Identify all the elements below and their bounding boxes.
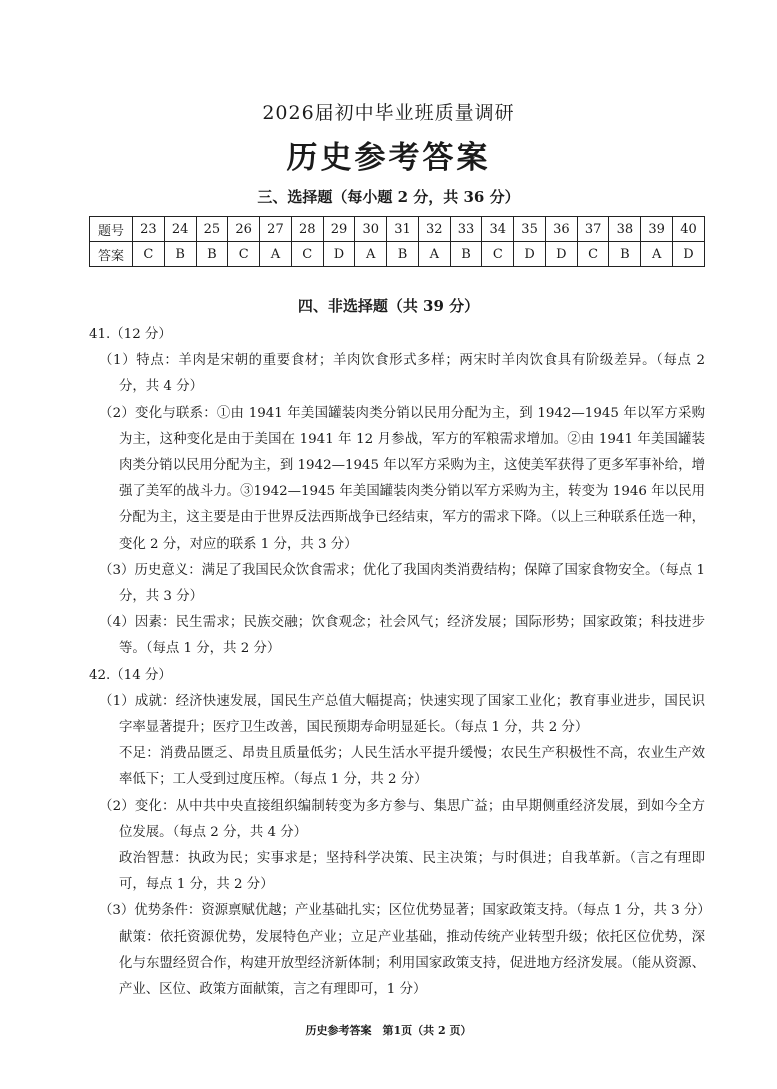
page-footer: 历史参考答案 第1页（共 2 页）	[305, 1024, 472, 1037]
answer-cell: C	[291, 242, 323, 267]
question-number-cell: 33	[450, 217, 482, 242]
row-label-answer: 答案	[90, 242, 133, 267]
question-number-cell: 35	[514, 217, 546, 242]
question-41-number: 41.（12 分）	[89, 327, 172, 342]
q42-part-1-shortcomings: 不足：消费品匮乏、昂贵且质量低劣；人民生活水平提升缓慢；农民生产积极性不高，农业生产效率低下；工人受到过度压榨。（每点 1 分，共 2 分）	[119, 746, 705, 788]
choice-answer-table	[89, 216, 705, 267]
question-number-cell: 40	[673, 217, 705, 242]
answer-row	[90, 242, 705, 267]
question-number-cell: 26	[228, 217, 260, 242]
question-number-cell: 36	[545, 217, 577, 242]
section-4-heading: 四、非选择题（共 39 分）	[297, 297, 480, 315]
row-label-number: 题号	[90, 217, 133, 242]
section-3-heading: 三、选择题（每小题 2 分，共 36 分）	[257, 188, 520, 206]
answer-cell: B	[387, 242, 419, 267]
answer-cell: C	[228, 242, 260, 267]
answer-cell: D	[323, 242, 355, 267]
answer-cell: B	[164, 242, 196, 267]
question-number-row	[90, 217, 705, 242]
q42-part-1: （1）成就：经济快速发展，国民生产总值大幅提高；快速实现了国家工业化；教育事业进步，国民识字率显著提升；医疗卫生改善，国民预期寿命明显延长。（每点 1 分，共 2 分）	[99, 693, 705, 736]
question-number-cell: 38	[609, 217, 641, 242]
question-number-cell: 27	[260, 217, 292, 242]
question-number-cell: 30	[355, 217, 387, 242]
question-number-cell: 23	[133, 217, 165, 242]
q42-part-3: （3）优势条件：资源禀赋优越；产业基础扎实；区位优势显著；国家政策支持。（每点 1 分，共 3 分）	[99, 903, 711, 919]
answer-cell: A	[260, 242, 292, 267]
question-number-cell: 32	[418, 217, 450, 242]
answer-cell: D	[545, 242, 577, 267]
section-4-body	[89, 322, 711, 1003]
q42-part-2: （2）变化：从中共中央直接组织编制转变为多方参与、集思广益；由早期侧重经济发展，到如今全方位发展。（每点 2 分，共 4 分）	[99, 798, 705, 840]
answer-cell: C	[133, 242, 165, 267]
question-number-cell: 28	[291, 217, 323, 242]
answer-cell: C	[482, 242, 514, 267]
document-title: 历史参考答案	[286, 140, 491, 176]
question-number-cell: 31	[387, 217, 419, 242]
question-number-cell: 39	[641, 217, 673, 242]
q42-part-2-wisdom: 政治智慧：执政为民；实事求是；坚持科学决策、民主决策；与时俱进；自我革新。（言之有理即可，每点 1 分，共 2 分）	[119, 851, 705, 893]
q41-part-2: （2）变化与联系：①由 1941 年美国罐装肉类分销以民用分配为主，到 1942—1945 年以军方采购为主，这种变化是由于美国在 1941 年 12 月参战，军方的军粮需求增加。②由 1941 年美国罐装肉类分销以民用分配为主，到 1942—1945 年以军方采购为主，这使美军获得了更多军事补给，增强了美军的战斗力。③1942—1945 年美国罐装肉类分销以军方采购为主，转变为 1946 年以民用分配为主，这主要是由于世界反法西斯战争已经结束，军方的需求下降。（以上三种联系任选一种，变化 2 分，对应的联系 1 分，共 3 分）	[99, 405, 705, 552]
answer-cell: A	[418, 242, 450, 267]
answer-cell: D	[514, 242, 546, 267]
question-number-cell: 25	[196, 217, 228, 242]
answer-cell: B	[609, 242, 641, 267]
question-number-cell: 34	[482, 217, 514, 242]
q41-part-3: （3）历史意义：满足了我国民众饮食需求；优化了我国肉类消费结构；保障了国家食物安全。（每点 1 分，共 3 分）	[99, 562, 705, 605]
q41-part-1: （1）特点：羊肉是宋朝的重要食材；羊肉饮食形式多样；两宋时羊肉饮食具有阶级差异。（每点 2 分，共 4 分）	[99, 353, 705, 395]
question-number-cell: 24	[164, 217, 196, 242]
question-number-cell: 37	[577, 217, 609, 242]
answer-cell: B	[450, 242, 482, 267]
answer-cell: D	[673, 242, 705, 267]
answer-cell: A	[355, 242, 387, 267]
q42-part-3-suggestions: 献策：依托资源优势，发展特色产业；立足产业基础，推动传统产业转型升级；依托区位优势，深化与东盟经贸合作，构建开放型经济新体制；利用国家政策支持，促进地方经济发展。（能从资源、产业、区位、政策方面献策，言之有理即可，1 分）	[119, 929, 705, 998]
question-42-number: 42.（14 分）	[89, 667, 172, 683]
answer-cell: B	[196, 242, 228, 267]
q41-part-4: （4）因素：民生需求；民族交融；饮食观念；社会风气；经济发展；国际形势；国家政策；科技进步等。（每点 1 分，共 2 分）	[99, 615, 705, 657]
answer-cell: A	[641, 242, 673, 267]
exam-title: 2026届初中毕业班质量调研	[262, 102, 515, 124]
answer-cell: C	[577, 242, 609, 267]
question-number-cell: 29	[323, 217, 355, 242]
